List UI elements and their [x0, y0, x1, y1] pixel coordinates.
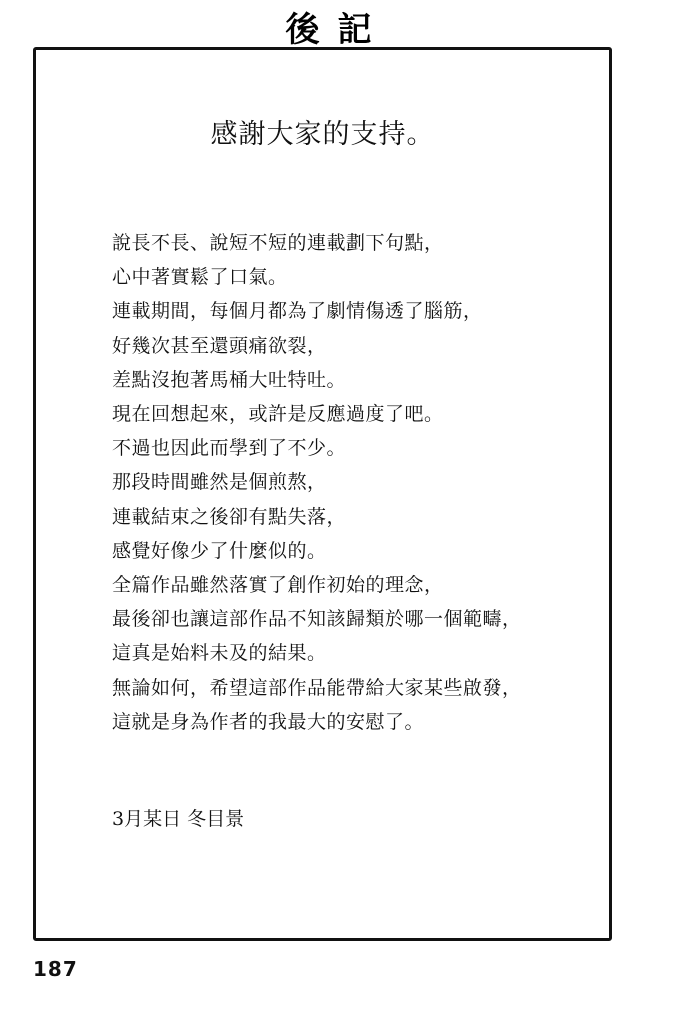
body-line: 現在回想起來，或許是反應過度了吧。 [112, 403, 444, 426]
body-line: 這真是始料未及的結果。 [112, 642, 327, 665]
page-header-title: 後記 [285, 10, 390, 50]
afterword-title: 感謝大家的支持。 [210, 119, 435, 150]
body-line: 連載結束之後卻有點失落， [112, 505, 347, 528]
afterword-frame [33, 47, 612, 941]
body-line: 這就是身為作者的我最大的安慰了。 [112, 710, 425, 733]
body-line: 說長不長、說短不短的連載劃下句點， [112, 232, 444, 254]
signature-date-author: 3月某日 冬目景 [112, 808, 245, 830]
body-line: 感覺好像少了什麼似的。 [112, 539, 327, 562]
body-line: 差點沒抱著馬桶大吐特吐。 [112, 368, 347, 391]
body-line: 心中著實鬆了口氣。 [112, 266, 288, 289]
body-line: 不過也因此而學到了不少。 [112, 437, 347, 460]
body-line: 最後卻也讓這部作品不知該歸類於哪一個範疇， [112, 608, 522, 631]
body-line: 那段時間雖然是個煎熬， [112, 471, 327, 494]
body-line: 好幾次甚至還頭痛欲裂， [112, 334, 327, 357]
afterword-body [112, 226, 582, 739]
body-line: 無論如何，希望這部作品能帶給大家某些啟發， [112, 676, 522, 699]
body-line: 連載期間，每個月都為了劇情傷透了腦筋， [112, 300, 483, 323]
body-line: 全篇作品雖然落實了創作初始的理念， [112, 574, 444, 597]
page-number: 187 [33, 957, 78, 981]
